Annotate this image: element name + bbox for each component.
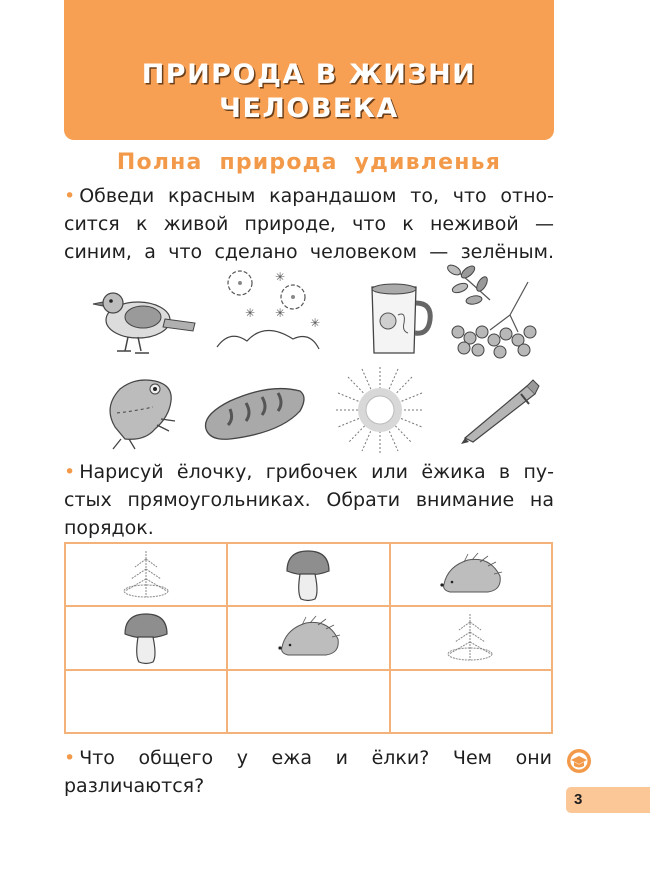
frog-icon: [95, 367, 185, 452]
sequence-grid: [64, 542, 553, 734]
svg-text:✳: ✳: [245, 305, 256, 320]
snowflake-icon: [215, 265, 325, 355]
task-1-text: • Обведи красным карандашом то, что отно- сится к живой природе, что к неживой — синим, а что сделано человеком — зелёным.: [64, 185, 554, 263]
sun-icon: [330, 365, 430, 455]
mushroom-icon: [283, 547, 333, 602]
bullet-icon: •: [64, 185, 76, 207]
section-title: Полна природа удивленья: [116, 150, 502, 175]
graduation-cap-icon[interactable]: [566, 748, 592, 774]
sun-picture[interactable]: [320, 362, 440, 457]
fir-tree-icon: [119, 547, 174, 602]
grid-cell-mushroom[interactable]: [227, 543, 389, 606]
hedgehog-icon: [438, 552, 503, 597]
bullet-icon: •: [64, 747, 76, 769]
chapter-title-line-2: ЧЕЛОВЕКА: [219, 93, 399, 124]
grid-cell-fir-tree[interactable]: [65, 543, 227, 606]
grid-cell-empty[interactable]: [65, 670, 227, 733]
rowan-icon: [440, 260, 550, 360]
grid-cell-mushroom[interactable]: [65, 606, 227, 669]
grid-cell-empty[interactable]: [227, 670, 389, 733]
grid-cell-hedgehog[interactable]: [227, 606, 389, 669]
pen-picture[interactable]: [440, 362, 560, 457]
rowan-picture[interactable]: [435, 262, 555, 357]
snowflakes-picture[interactable]: [210, 262, 330, 357]
task-2-text: • Нарисуй ёлочку, грибочек или ёжика в пу- стых прямоугольниках. Обрати внимание на порядок.: [64, 461, 554, 539]
hedgehog-icon: [276, 615, 341, 660]
fir-tree-icon: [443, 610, 498, 665]
pen-icon: [455, 372, 545, 447]
svg-text:✳: ✳: [310, 315, 321, 330]
grid-cell-fir-tree[interactable]: [390, 606, 552, 669]
bread-icon: [200, 375, 310, 445]
bullet-icon: •: [64, 461, 76, 483]
chapter-title-line-1: ПРИРОДА В ЖИЗНИ: [141, 59, 477, 90]
grid-cell-empty[interactable]: [390, 670, 552, 733]
mug-icon: [360, 275, 440, 360]
bird-icon: [83, 275, 198, 360]
bread-picture[interactable]: [195, 362, 315, 457]
picture-grid: [80, 262, 560, 457]
chapter-header: [64, 0, 554, 140]
svg-text:✳: ✳: [275, 305, 286, 320]
page-number: 3: [566, 787, 650, 813]
task-3-text: • Что общего у ежа и ёлки? Чем они различаются?: [64, 747, 552, 797]
svg-text:✳: ✳: [275, 269, 286, 284]
grid-cell-hedgehog[interactable]: [390, 543, 552, 606]
mushroom-icon: [121, 610, 171, 665]
bird-picture[interactable]: [80, 270, 200, 365]
frog-picture[interactable]: [80, 362, 200, 457]
